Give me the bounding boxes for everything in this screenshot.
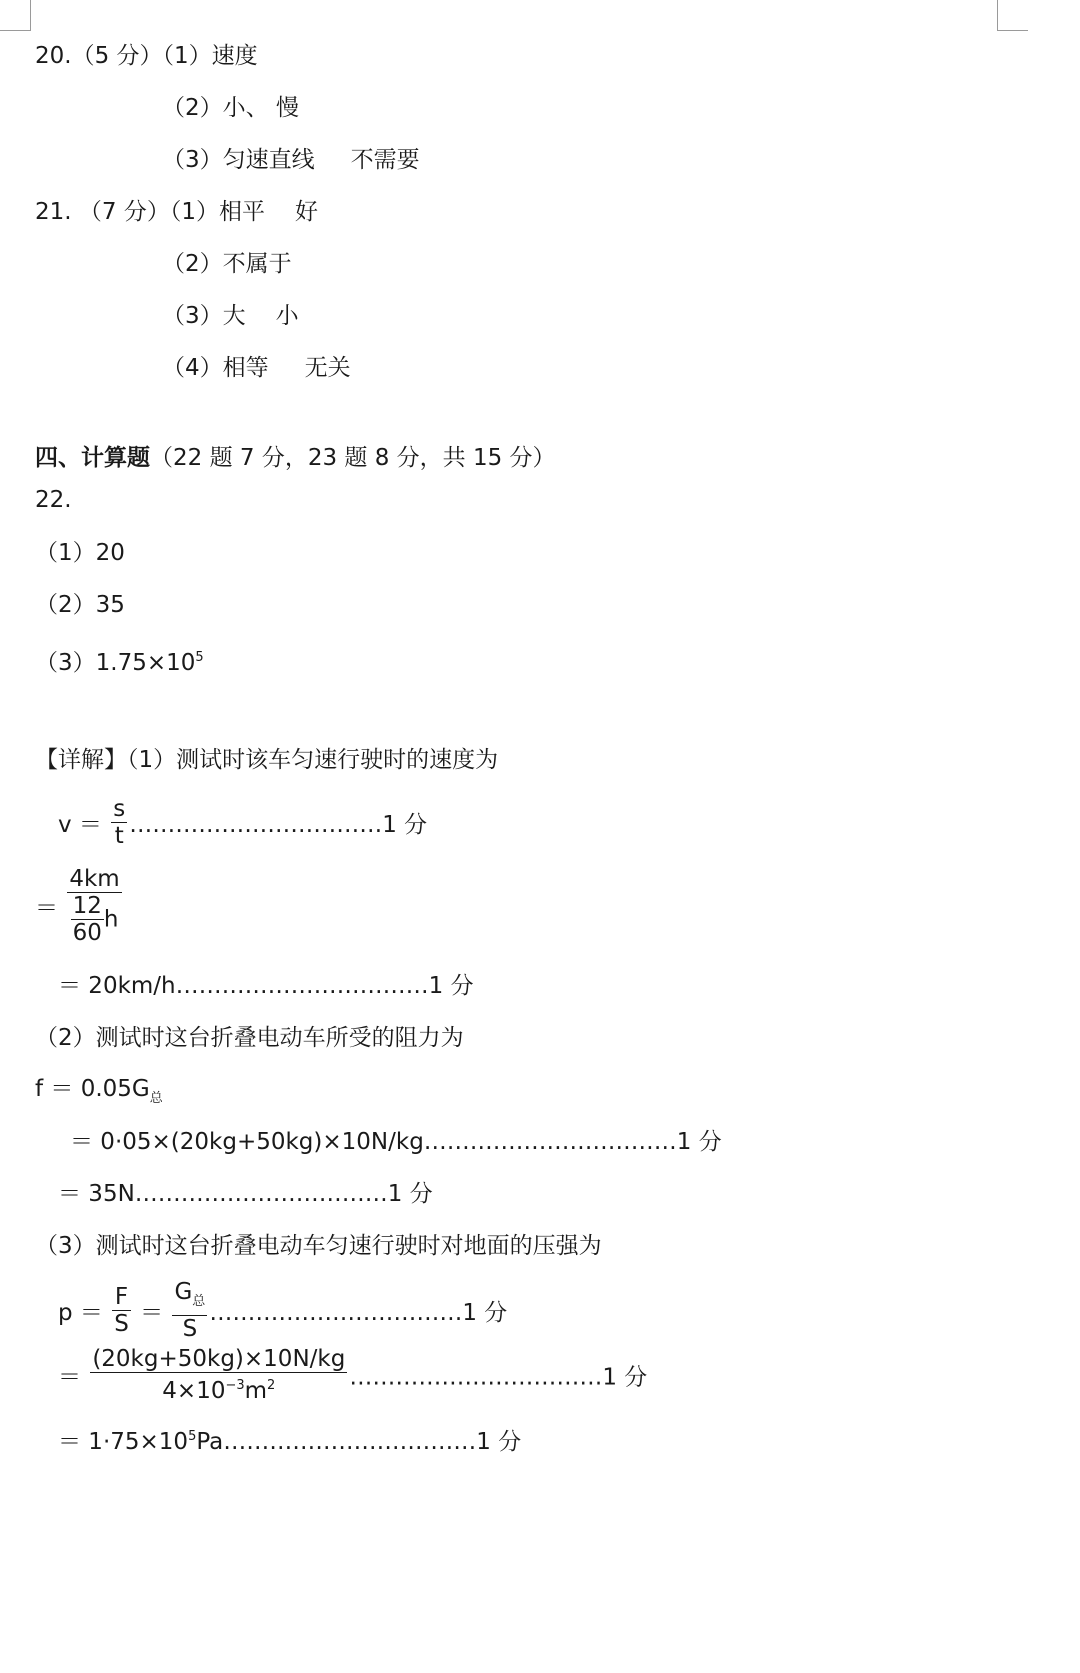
q20-head: 20.（5 分） [35, 43, 163, 69]
q20-p2-answer-1: 小、 [222, 95, 269, 121]
crop-mark-top-right [997, 0, 1028, 31]
q20-line-1 [35, 41, 258, 71]
q21-line-1 [35, 197, 318, 227]
friction-substitution: ＝ 0·05×(20kg+50kg)×10N/kg……………………………1 分 [70, 1129, 722, 1155]
q20-p3-answer-2: 不需要 [350, 147, 420, 173]
q21-p4-answer-1: 相等 [222, 355, 269, 381]
pressure-force: F [114, 1284, 129, 1310]
pressure-weight-subscript: 总 [192, 1294, 206, 1309]
section-heading [35, 443, 556, 473]
friction-result: ＝ 35N……………………………1 分 [58, 1181, 433, 1207]
q22-answer-3-exponent: 5 [195, 650, 204, 665]
velocity-distance: 4km [69, 866, 120, 892]
pressure-lhs: p ＝ [58, 1300, 103, 1326]
velocity-result: ＝ 20km/h……………………………1 分 [58, 973, 474, 999]
velocity-score-mark: ……………………………1 分 [129, 812, 428, 838]
velocity-time-unit: h [103, 906, 119, 933]
q20-p2-label: （2） [162, 95, 223, 121]
part-2-intro: （2）测试时这台折叠电动车所受的阻力为 [35, 1025, 464, 1051]
q21-p1-answer-1: 相平 [218, 199, 265, 225]
q21-p2-label: （2） [162, 251, 223, 277]
friction-formula-subscript: 总 [149, 1091, 163, 1106]
section-note: （22 题 7 分，23 题 8 分，共 15 分） [150, 445, 556, 471]
velocity-time-fraction [71, 893, 104, 946]
pressure-substitution [58, 1346, 647, 1404]
q21-p3-label: （3） [162, 303, 223, 329]
q20-p1-label: （1） [162, 43, 212, 69]
pressure-area-1: S [114, 1311, 129, 1337]
q22-answer-2: （2）35 [35, 592, 125, 618]
pressure-result-unit: Pa……………………………1 分 [196, 1429, 522, 1455]
pressure-sub-score-mark: ……………………………1 分 [349, 1364, 648, 1391]
pressure-area-2: S [172, 1315, 207, 1342]
q20-line-3 [162, 145, 420, 175]
q21-p2-answer: 不属于 [222, 251, 292, 277]
q20-line-2 [162, 93, 299, 123]
q21-p1-label: （1） [169, 199, 219, 225]
pressure-sub-fraction [90, 1346, 347, 1404]
q21-p4-label: （4） [162, 355, 223, 381]
q20-p3-answer-1: 匀速直线 [222, 147, 315, 173]
pressure-sub-denominator [90, 1372, 347, 1404]
detail-intro: 【详解】（1）测试时该车匀速行驶时的速度为 [35, 747, 499, 773]
section-title: 四、计算题 [35, 445, 150, 471]
pressure-result-exponent: 5 [188, 1429, 197, 1444]
velocity-denominator: t [111, 822, 127, 849]
crop-mark-top-left [0, 0, 31, 31]
q21-p4-answer-2: 无关 [304, 355, 351, 381]
pressure-fraction-2 [172, 1279, 207, 1342]
pressure-sub-den-unit: m [244, 1378, 268, 1404]
velocity-outer-fraction [67, 866, 121, 946]
friction-formula [35, 1074, 163, 1114]
pressure-result-base: ＝ 1·75×10 [58, 1429, 189, 1455]
q21-p3-answer-2: 小 [275, 303, 299, 329]
q20-p2-answer-2: 慢 [275, 95, 299, 121]
velocity-formula [58, 796, 427, 849]
pressure-sub-numerator: (20kg+50kg)×10N/kg [92, 1346, 346, 1372]
velocity-eq-sign: ＝ [35, 895, 58, 922]
velocity-numerator: s [113, 796, 126, 822]
q21-p3-answer-1: 大 [222, 303, 246, 329]
q22-answer-3 [35, 643, 204, 678]
q21-line-2 [162, 249, 292, 279]
q20-p1-answer: 速度 [211, 43, 258, 69]
q21-line-3 [162, 301, 299, 331]
q22-answer-3-base: （3）1.75×10 [35, 650, 196, 676]
pressure-fraction-1 [112, 1284, 131, 1337]
q20-p3-label: （3） [162, 147, 223, 173]
pressure-sub-den-base: 4×10 [162, 1378, 226, 1404]
velocity-time-numerator: 12 [72, 893, 102, 919]
velocity-substitution [35, 866, 124, 946]
pressure-formula [58, 1279, 507, 1342]
pressure-sub-den-unit-exponent: 2 [267, 1378, 276, 1393]
part-3-intro: （3）测试时这台折叠电动车匀速行驶时对地面的压强为 [35, 1233, 602, 1259]
velocity-time-denominator: 60 [72, 920, 102, 946]
pressure-weight [172, 1279, 207, 1315]
q21-head: 21. （7 分） [35, 199, 170, 225]
pressure-result [58, 1422, 521, 1457]
velocity-fraction [111, 796, 127, 849]
pressure-score-mark: ……………………………1 分 [209, 1300, 508, 1326]
q21-p1-answer-2: 好 [294, 199, 318, 225]
q22-answer-1: （1）20 [35, 540, 125, 566]
pressure-sub-den-exponent: −3 [225, 1378, 245, 1393]
pressure-sub-eq-sign: ＝ [58, 1364, 81, 1391]
velocity-lhs: v ＝ [58, 812, 102, 838]
pressure-weight-base: G [174, 1279, 193, 1305]
velocity-time [67, 892, 121, 946]
pressure-eq-sign: ＝ [140, 1300, 164, 1326]
q21-line-4 [162, 353, 351, 383]
q22-head: 22. [35, 487, 72, 513]
friction-formula-base: f ＝ 0.05G [35, 1076, 150, 1102]
